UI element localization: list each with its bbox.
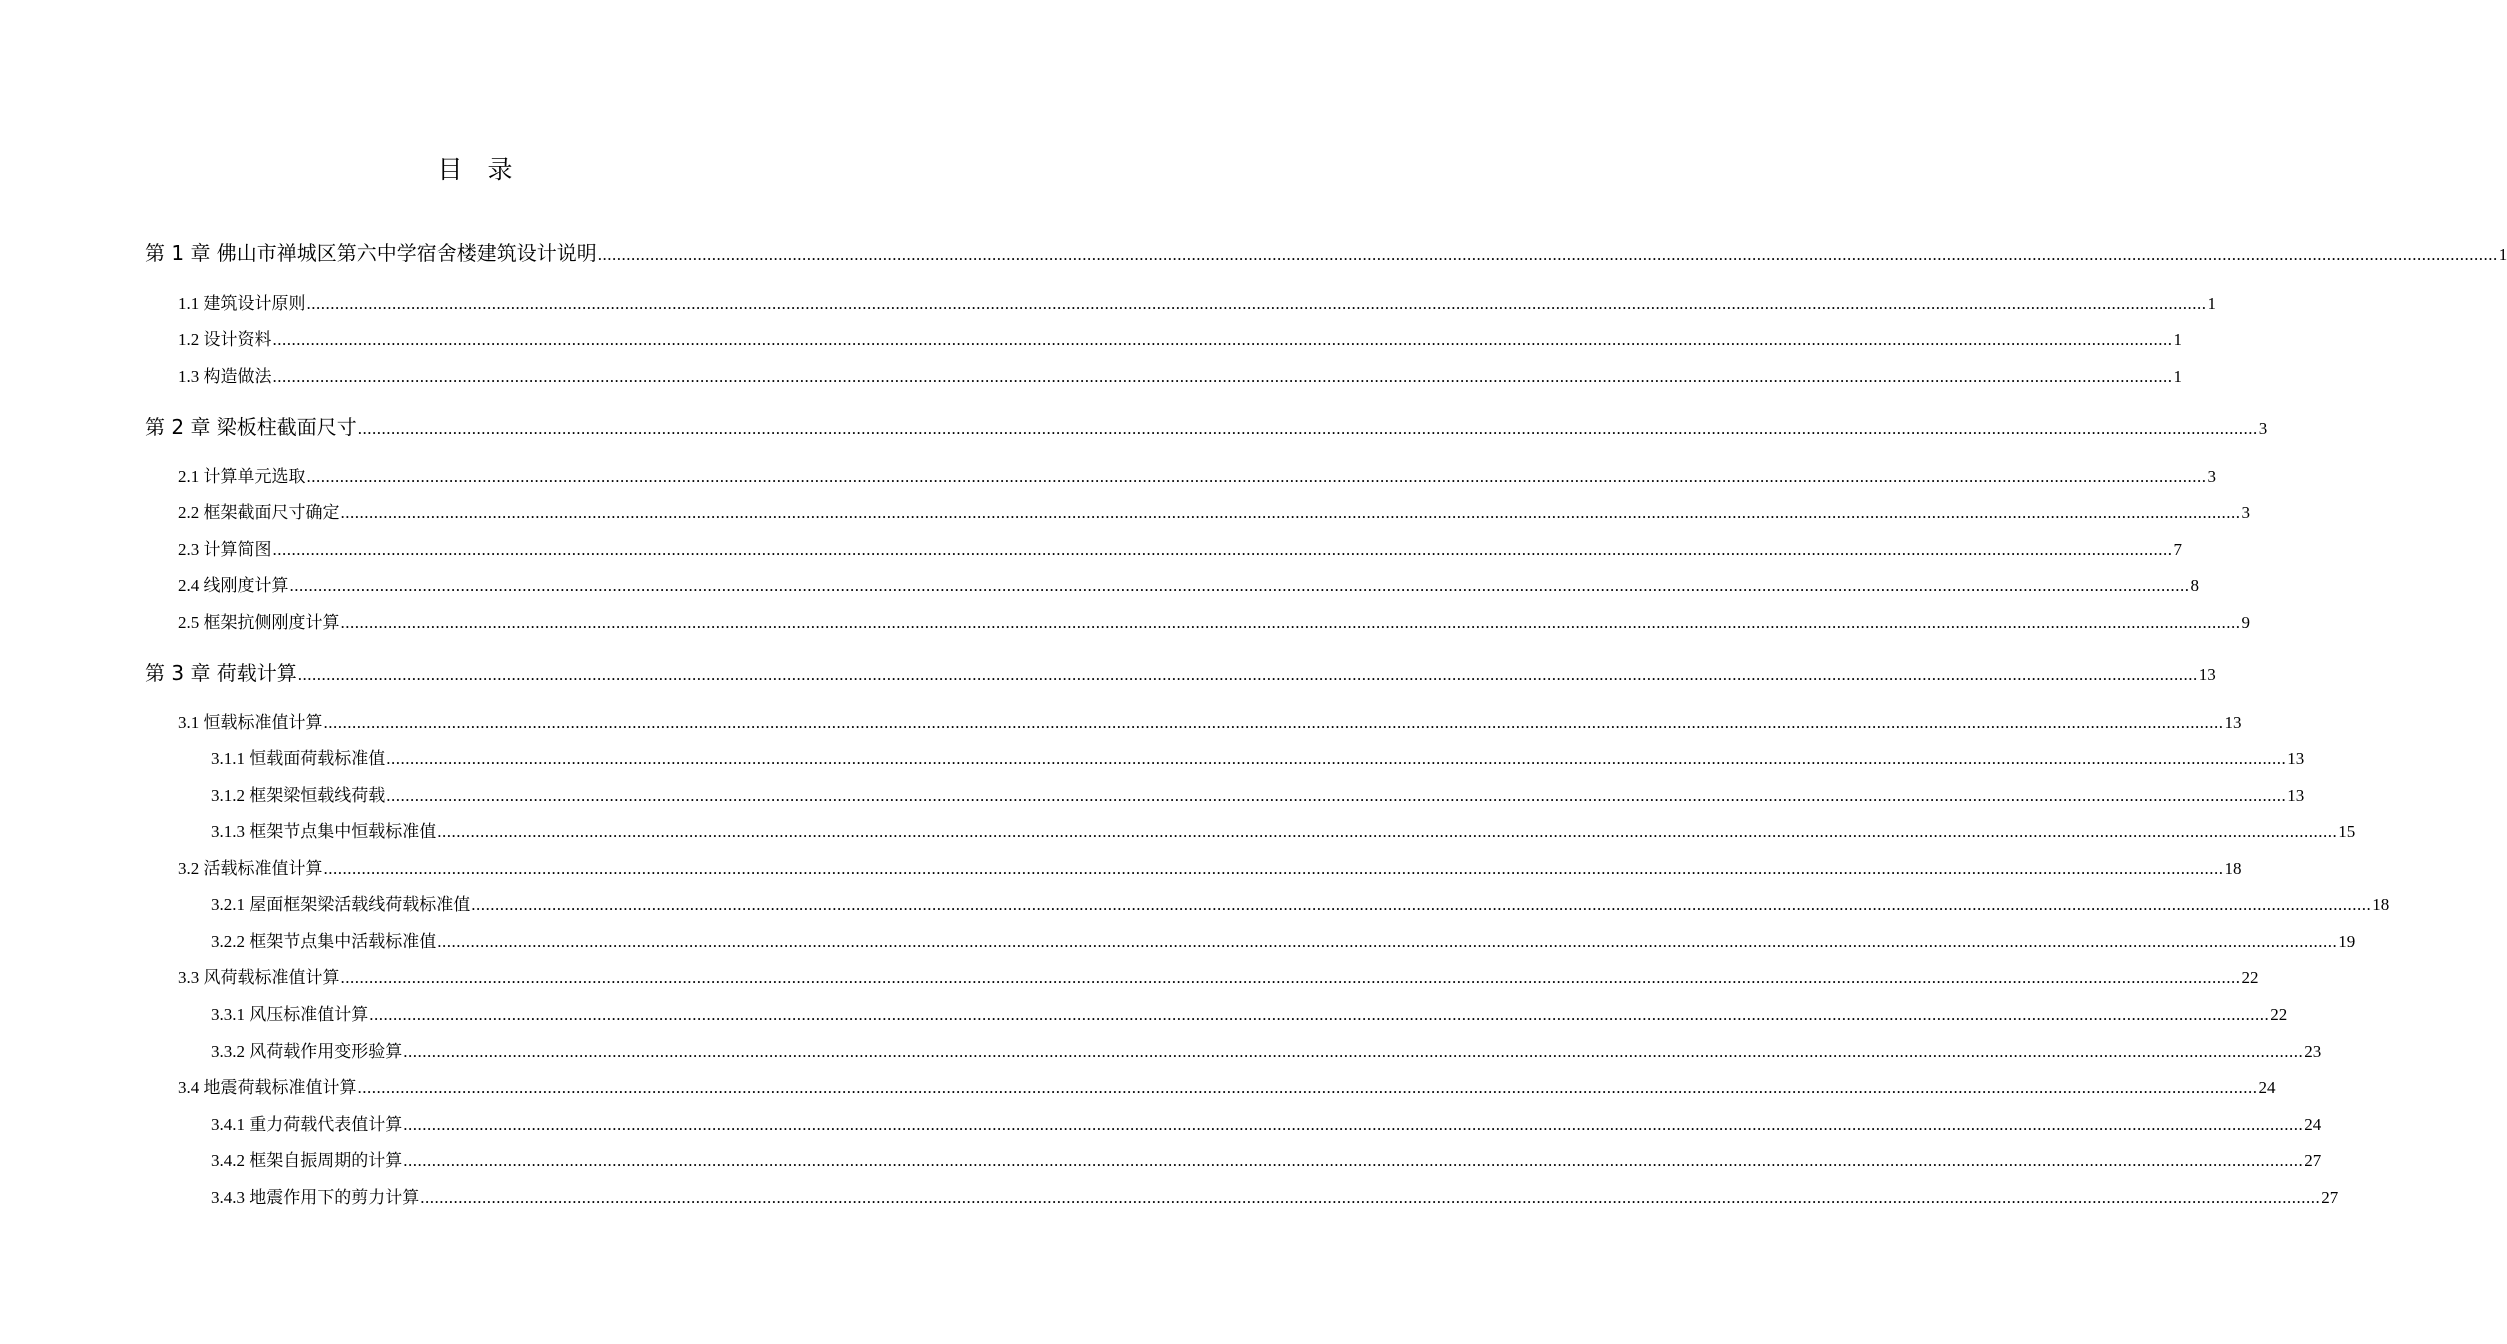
- toc-section-entry[interactable]: [178, 713, 2242, 732]
- toc-dot-leader: ................................................................................................................................................................................................................................................................................................................................................................................................................: [403, 1115, 2304, 1134]
- toc-dot-leader: ................................................................................................................................................................................................................................................................................................................................................................................................................: [297, 665, 2198, 684]
- toc-entry-label: 3.2.2 框架节点集中活载标准值: [211, 932, 437, 951]
- toc-page-number: 22: [2270, 1005, 2288, 1024]
- toc-entry-label: 3.4.3 地震作用下的剪力计算: [211, 1188, 420, 1207]
- toc-entry-label: 3.1.3 框架节点集中恒载标准值: [211, 822, 437, 841]
- toc-entry-label: 2.1 计算单元选取: [178, 467, 306, 486]
- toc-page-number: 1: [2173, 330, 2182, 349]
- toc-dot-leader: ................................................................................................................................................................................................................................................................................................................................................................................................................: [340, 968, 2241, 987]
- toc-dot-leader: ................................................................................................................................................................................................................................................................................................................................................................................................................: [357, 1078, 2258, 1097]
- toc-dot-leader: ................................................................................................................................................................................................................................................................................................................................................................................................................: [272, 540, 2173, 559]
- toc-page-number: 13: [2287, 749, 2305, 768]
- toc-page-number: 18: [2372, 895, 2390, 914]
- toc-section-entry[interactable]: [178, 540, 2182, 559]
- toc-dot-leader: ................................................................................................................................................................................................................................................................................................................................................................................................................: [386, 786, 2287, 805]
- toc-page-number: 27: [2304, 1151, 2322, 1170]
- toc-dot-leader: ................................................................................................................................................................................................................................................................................................................................................................................................................: [272, 330, 2173, 349]
- toc-dot-leader: ................................................................................................................................................................................................................................................................................................................................................................................................................: [403, 1151, 2304, 1170]
- toc-page-number: 24: [2258, 1078, 2276, 1097]
- toc-entry-label: 3.1 恒载标准值计算: [178, 713, 323, 732]
- toc-subsection-entry[interactable]: [211, 786, 2305, 805]
- toc-dot-leader: ................................................................................................................................................................................................................................................................................................................................................................................................................: [306, 467, 2207, 486]
- toc-entry-label: 3.3.1 风压标准值计算: [211, 1005, 369, 1024]
- toc-dot-leader: ................................................................................................................................................................................................................................................................................................................................................................................................................: [289, 576, 2190, 595]
- toc-section-entry[interactable]: [178, 330, 2182, 349]
- toc-dot-leader: ................................................................................................................................................................................................................................................................................................................................................................................................................: [323, 713, 2224, 732]
- toc-page-number: 1: [2173, 367, 2182, 386]
- toc-dot-leader: ................................................................................................................................................................................................................................................................................................................................................................................................................: [323, 859, 2224, 878]
- toc-section-entry[interactable]: [178, 367, 2182, 386]
- toc-entry-label: 3.4 地震荷载标准值计算: [178, 1078, 357, 1097]
- toc-subsection-entry[interactable]: [211, 1115, 2322, 1134]
- toc-section-entry[interactable]: [178, 467, 2216, 486]
- toc-dot-leader: ................................................................................................................................................................................................................................................................................................................................................................................................................: [437, 822, 2338, 841]
- toc-entry-label: 1.2 设计资料: [178, 330, 272, 349]
- toc-section-entry[interactable]: [178, 859, 2242, 878]
- toc-page-number: 3: [2258, 419, 2268, 438]
- toc-entry-label: 3.1.1 恒载面荷载标准值: [211, 749, 386, 768]
- toc-subsection-entry[interactable]: [211, 1151, 2322, 1170]
- toc-section-entry[interactable]: [178, 1078, 2276, 1097]
- toc-dot-leader: ................................................................................................................................................................................................................................................................................................................................................................................................................: [340, 613, 2241, 632]
- toc-page-number: 3: [2207, 467, 2216, 486]
- toc-entry-label: 第 1 章 佛山市禅城区第六中学宿舍楼建筑设计说明: [145, 241, 597, 265]
- toc-entry-label: 2.3 计算简图: [178, 540, 272, 559]
- toc-page-number: 19: [2338, 932, 2356, 951]
- toc-page-number: 15: [2338, 822, 2356, 841]
- toc-dot-leader: ................................................................................................................................................................................................................................................................................................................................................................................................................: [369, 1005, 2270, 1024]
- toc-subsection-entry[interactable]: [211, 749, 2305, 768]
- toc-dot-leader: ................................................................................................................................................................................................................................................................................................................................................................................................................: [272, 367, 2173, 386]
- toc-entry-label: 3.4.1 重力荷载代表值计算: [211, 1115, 403, 1134]
- toc-page-number: 24: [2304, 1115, 2322, 1134]
- toc-entry-label: 3.2.1 屋面框架梁活载线荷载标准值: [211, 895, 471, 914]
- toc-page-number: 13: [2287, 786, 2305, 805]
- toc-section-entry[interactable]: [178, 613, 2250, 632]
- toc-page-number: 18: [2224, 859, 2242, 878]
- toc-entry-label: 2.2 框架截面尺寸确定: [178, 503, 340, 522]
- toc-subsection-entry[interactable]: [211, 932, 2356, 951]
- toc-subsection-entry[interactable]: [211, 822, 2356, 841]
- toc-entry-label: 3.1.2 框架梁恒载线荷载: [211, 786, 386, 805]
- toc-dot-leader: ................................................................................................................................................................................................................................................................................................................................................................................................................: [403, 1042, 2304, 1061]
- toc-dot-leader: ................................................................................................................................................................................................................................................................................................................................................................................................................: [306, 294, 2207, 313]
- toc-dot-leader: ................................................................................................................................................................................................................................................................................................................................................................................................................: [386, 749, 2287, 768]
- toc-section-entry[interactable]: [178, 576, 2199, 595]
- toc-page-number: 27: [2321, 1188, 2339, 1207]
- toc-entry-label: 2.5 框架抗侧刚度计算: [178, 613, 340, 632]
- toc-entry-label: 2.4 线刚度计算: [178, 576, 289, 595]
- toc-chapter-entry[interactable]: [145, 241, 2507, 265]
- toc-entry-label: 3.3 风荷载标准值计算: [178, 968, 340, 987]
- toc-section-entry[interactable]: [178, 968, 2259, 987]
- toc-page-number: 3: [2241, 503, 2250, 522]
- toc-entry-label: 第 3 章 荷载计算: [145, 661, 297, 685]
- toc-dot-leader: ................................................................................................................................................................................................................................................................................................................................................................................................................: [437, 932, 2338, 951]
- toc-dot-leader: ................................................................................................................................................................................................................................................................................................................................................................................................................: [471, 895, 2372, 914]
- toc-chapter-entry[interactable]: [145, 415, 2268, 439]
- toc-page-number: 8: [2190, 576, 2199, 595]
- toc-section-entry[interactable]: [178, 294, 2216, 313]
- toc-dot-leader: ................................................................................................................................................................................................................................................................................................................................................................................................................: [357, 419, 2258, 438]
- toc-entry-label: 3.3.2 风荷载作用变形验算: [211, 1042, 403, 1061]
- toc-chapter-entry[interactable]: [145, 661, 2216, 685]
- toc-page-number: 22: [2241, 968, 2259, 987]
- toc-dot-leader: ................................................................................................................................................................................................................................................................................................................................................................................................................: [340, 503, 2241, 522]
- toc-page-number: 1: [2498, 245, 2507, 264]
- toc-subsection-entry[interactable]: [211, 1188, 2339, 1207]
- toc-subsection-entry[interactable]: [211, 1042, 2322, 1061]
- toc-entry-label: 1.3 构造做法: [178, 367, 272, 386]
- page-title: 目 录: [437, 155, 513, 184]
- toc-entry-label: 3.2 活载标准值计算: [178, 859, 323, 878]
- toc-subsection-entry[interactable]: [211, 895, 2390, 914]
- toc-entry-label: 第 2 章 梁板柱截面尺寸: [145, 415, 357, 439]
- toc-page-number: 1: [2207, 294, 2216, 313]
- toc-section-entry[interactable]: [178, 503, 2250, 522]
- toc-subsection-entry[interactable]: [211, 1005, 2288, 1024]
- toc-dot-leader: ................................................................................................................................................................................................................................................................................................................................................................................................................: [420, 1188, 2321, 1207]
- toc-page-number: 23: [2304, 1042, 2322, 1061]
- toc-entry-label: 3.4.2 框架自振周期的计算: [211, 1151, 403, 1170]
- toc-page-number: 13: [2224, 713, 2242, 732]
- toc-page-number: 7: [2173, 540, 2182, 559]
- toc-entry-label: 1.1 建筑设计原则: [178, 294, 306, 313]
- toc-page-number: 9: [2241, 613, 2250, 632]
- toc-page-number: 13: [2198, 665, 2216, 684]
- toc-dot-leader: ................................................................................................................................................................................................................................................................................................................................................................................................................: [597, 245, 2498, 264]
